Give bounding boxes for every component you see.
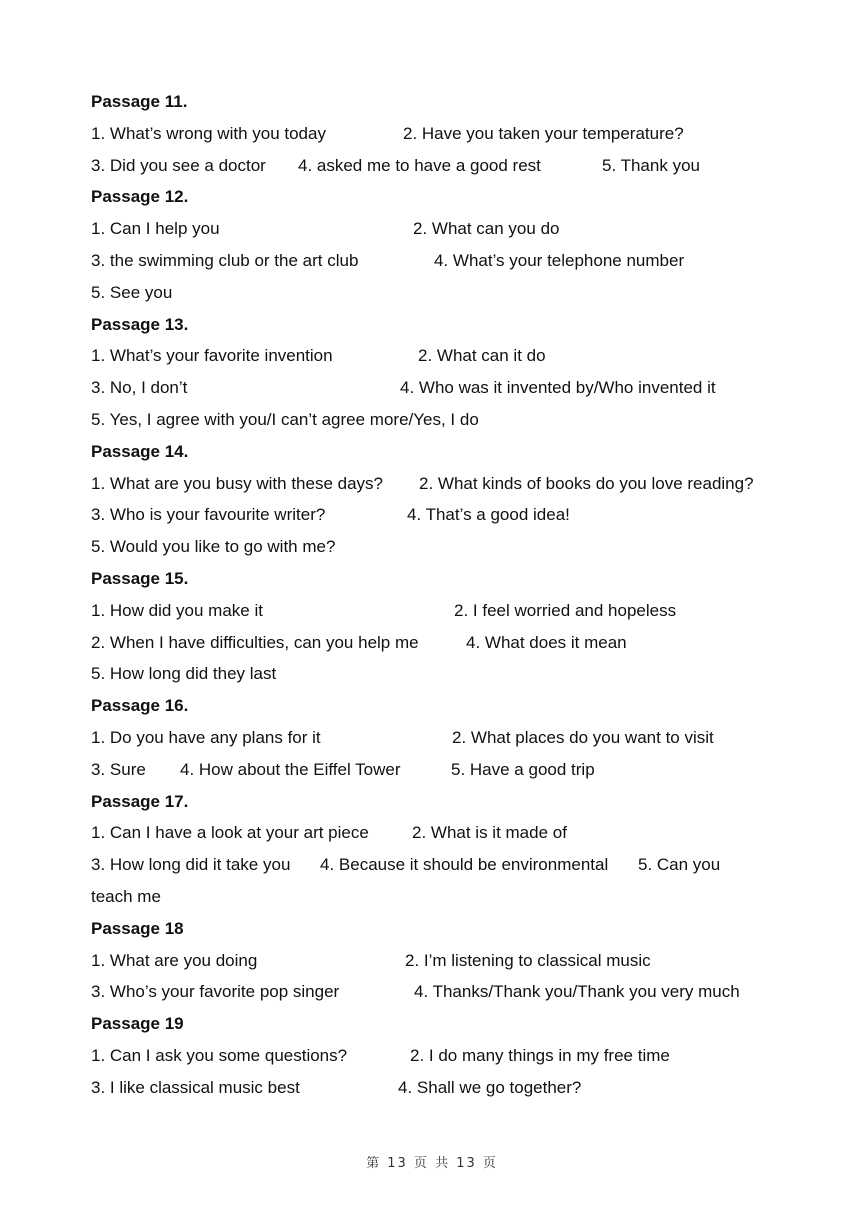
passage-17-line-3	[91, 881, 791, 913]
answer-item: 3. No, I don’t	[91, 378, 188, 398]
passage-19-heading: Passage 19	[91, 1014, 184, 1034]
answer-item: 4. What does it mean	[466, 632, 627, 652]
answer-item: 2. I feel worried and hopeless	[454, 600, 677, 620]
answer-item: 3. Who is your favourite writer?	[91, 505, 326, 525]
answer-item: 1. What are you doing	[91, 950, 258, 970]
answer-item: 5. Yes, I agree with you/I can’t agree more/Yes, I do	[91, 409, 479, 429]
passage-14-line-2	[91, 499, 791, 531]
passage-11-line-2	[91, 150, 791, 182]
answer-item: teach me	[91, 886, 161, 906]
answer-key-content	[91, 86, 791, 1104]
answer-item: 1. Can I ask you some questions?	[91, 1045, 348, 1065]
answer-item: 5. Have a good trip	[451, 759, 595, 779]
passage-13-line-3	[91, 404, 791, 436]
answer-item: 5. Can you	[638, 855, 721, 875]
passage-13-line-2	[91, 372, 791, 404]
answer-item: 1. How did you make it	[91, 600, 263, 620]
passage-17-heading: Passage 17.	[91, 791, 189, 811]
answer-item: 1. Can I have a look at your art piece	[91, 823, 369, 843]
answer-item: 4. Shall we go together?	[398, 1077, 582, 1097]
passage-15-line-3	[91, 658, 791, 690]
passage-16-line-2	[91, 754, 791, 786]
page-number-footer: 第 13 页 共 13 页	[366, 1156, 498, 1171]
answer-item: 2. What kinds of books do you love reading?	[419, 473, 754, 493]
passage-15-heading: Passage 15.	[91, 568, 189, 588]
answer-item: 3. How long did it take you	[91, 855, 291, 875]
answer-item: 3. the swimming club or the art club	[91, 250, 359, 270]
answer-item: 1. What are you busy with these days?	[91, 473, 383, 493]
passage-18-line-2	[91, 976, 791, 1008]
passage-14-line-1	[91, 468, 791, 500]
answer-item: 2. Have you taken your temperature?	[403, 123, 684, 143]
passage-18-line-1	[91, 945, 791, 977]
passage-15-line-2	[91, 627, 791, 659]
answer-item: 4. Who was it invented by/Who invented it	[400, 378, 716, 398]
answer-item: 3. Sure	[91, 759, 146, 779]
answer-item: 5. See you	[91, 282, 173, 302]
answer-item: 4. That’s a good idea!	[407, 505, 570, 525]
answer-item: 4. Thanks/Thank you/Thank you very much	[414, 982, 740, 1002]
passage-13-heading: Passage 13.	[91, 314, 189, 334]
answer-item: 2. What can you do	[413, 219, 560, 239]
passage-12-line-1	[91, 213, 791, 245]
answer-item: 5. How long did they last	[91, 664, 277, 684]
answer-item: 2. What places do you want to visit	[452, 727, 714, 747]
answer-item: 3. Who’s your favorite pop singer	[91, 982, 340, 1002]
answer-item: 4. Because it should be environmental	[320, 855, 609, 875]
answer-item: 1. What’s wrong with you today	[91, 123, 326, 143]
answer-item: 4. asked me to have a good rest	[298, 155, 541, 175]
passage-17-line-2	[91, 849, 791, 881]
answer-item: 1. Do you have any plans for it	[91, 727, 321, 747]
answer-item: 2. What can it do	[418, 346, 546, 366]
passage-11-line-1	[91, 118, 791, 150]
answer-item: 4. What’s your telephone number	[434, 250, 685, 270]
passage-13-line-1	[91, 340, 791, 372]
answer-item: 3. Did you see a doctor	[91, 155, 266, 175]
passage-18-heading: Passage 18	[91, 918, 184, 938]
answer-item: 4. How about the Eiffel Tower	[180, 759, 401, 779]
answer-item: 2. What is it made of	[412, 823, 567, 843]
answer-item: 2. I’m listening to classical music	[405, 950, 651, 970]
answer-item: 1. What’s your favorite invention	[91, 346, 333, 366]
answer-item: 1. Can I help you	[91, 219, 220, 239]
passage-12-heading: Passage 12.	[91, 187, 189, 207]
answer-item: 5. Would you like to go with me?	[91, 537, 336, 557]
passage-14-heading: Passage 14.	[91, 441, 189, 461]
answer-item: 5. Thank you	[602, 155, 700, 175]
answer-item: 2. I do many things in my free time	[410, 1045, 670, 1065]
passage-12-line-2	[91, 245, 791, 277]
passage-14-line-3	[91, 531, 791, 563]
passage-17-line-1	[91, 817, 791, 849]
passage-12-line-3	[91, 277, 791, 309]
passage-11-heading: Passage 11.	[91, 92, 188, 111]
answer-item: 2. When I have difficulties, can you help me	[91, 632, 419, 652]
passage-16-line-1	[91, 722, 791, 754]
passage-15-line-1	[91, 595, 791, 627]
passage-16-heading: Passage 16.	[91, 696, 189, 716]
passage-19-line-2	[91, 1072, 791, 1104]
answer-item: 3. I like classical music best	[91, 1077, 300, 1097]
passage-19-line-1	[91, 1040, 791, 1072]
